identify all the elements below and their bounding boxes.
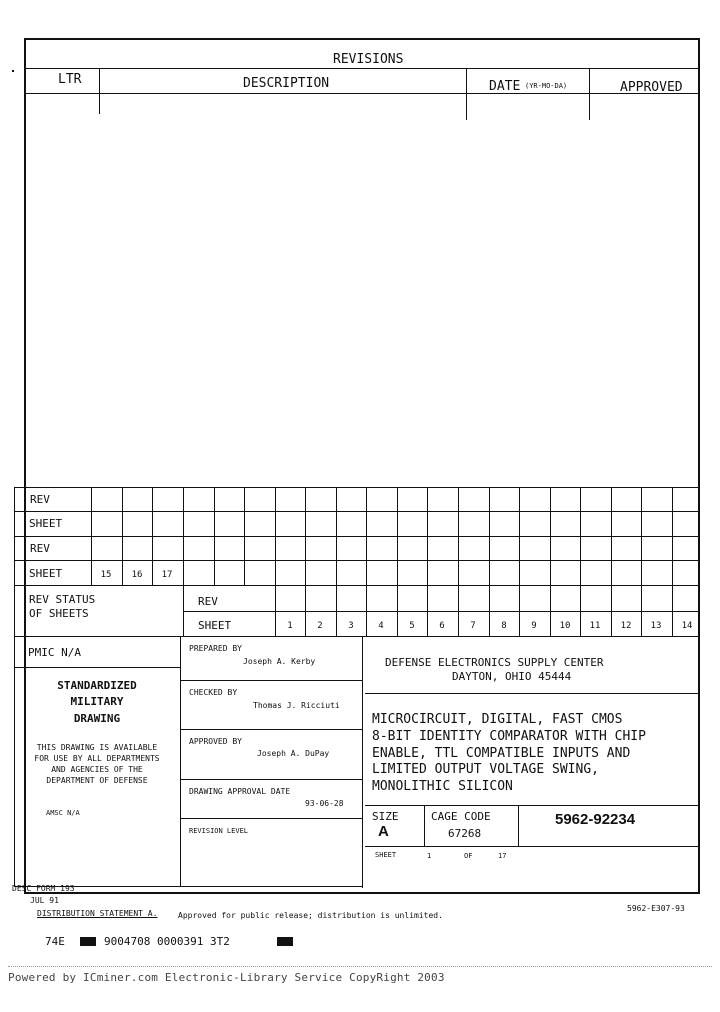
of-value: 17	[498, 852, 507, 860]
sheet-number: 1	[287, 621, 293, 631]
title-line-1: MICROCIRCUIT, DIGITAL, FAST CMOS	[372, 712, 623, 727]
rule	[14, 585, 698, 586]
rule	[24, 93, 698, 94]
doc-code: 5962-E307-93	[627, 904, 685, 913]
col-approved: APPROVED	[620, 80, 683, 95]
sheet-number: 6	[439, 621, 445, 631]
title-line-5: MONOLITHIC SILICON	[372, 779, 513, 794]
rule	[580, 487, 581, 637]
prepared-name: Joseph A. Kerby	[243, 657, 316, 666]
rule	[99, 68, 100, 114]
rule	[611, 487, 612, 637]
agency-line-1: DEFENSE ELECTRONICS SUPPLY CENTER	[385, 656, 604, 669]
title-line-4: LIMITED OUTPUT VOLTAGE SWING,	[372, 762, 599, 777]
title-line-3: ENABLE, TTL COMPATIBLE INPUTS AND	[372, 746, 631, 761]
upper-sheet-number: 17	[161, 570, 173, 580]
rule	[641, 487, 642, 637]
rule	[672, 487, 673, 637]
rule	[550, 487, 551, 637]
sheet-number: 12	[620, 621, 632, 631]
col-ltr: LTR	[58, 72, 82, 87]
rule	[362, 636, 363, 888]
rule	[427, 487, 428, 637]
size-value: A	[378, 823, 389, 840]
rule	[180, 636, 181, 886]
std-line-2: MILITARY	[70, 695, 124, 708]
rule	[180, 818, 362, 819]
drawing-number: 5962-92234	[555, 811, 636, 828]
barcode-digits: 9004708 0000391 3T2	[104, 935, 230, 948]
powered-by: Powered by ICminer.com Electronic-Library Service CopyRight 2003	[8, 971, 445, 984]
pmic-label: PMIC N/A	[28, 646, 81, 659]
sheet-label: SHEET	[375, 851, 397, 859]
rule	[180, 779, 362, 780]
rev-label-3: REV	[198, 595, 218, 608]
rule	[424, 805, 425, 846]
rule	[336, 487, 337, 637]
approval-date: 93-06-28	[305, 799, 344, 808]
rev-label-2: REV	[30, 542, 50, 555]
of-sheets-label: OF SHEETS	[29, 607, 89, 620]
rule	[244, 487, 245, 585]
sheet-value: 1	[427, 852, 432, 860]
sheet-label-2: SHEET	[29, 567, 63, 580]
rule	[397, 487, 398, 637]
rule	[365, 846, 698, 847]
rule	[180, 680, 362, 681]
scan-artifact-line	[8, 966, 712, 967]
rule	[489, 487, 490, 637]
rule	[180, 729, 362, 730]
sheet-label-1: SHEET	[29, 517, 63, 530]
sheet-number: 7	[470, 621, 476, 631]
rule	[183, 611, 698, 612]
revisions-title: REVISIONS	[333, 52, 404, 67]
approved-name: Joseph A. DuPay	[257, 749, 330, 758]
rule	[458, 487, 459, 637]
distribution-label: DISTRIBUTION STATEMENT A.	[37, 909, 158, 918]
rev-label-1: REV	[30, 493, 50, 506]
approval-date-label: DRAWING APPROVAL DATE	[189, 787, 291, 796]
rule	[14, 667, 180, 668]
of-label: OF	[464, 852, 473, 860]
checked-label: CHECKED BY	[189, 688, 238, 697]
rule	[14, 636, 698, 637]
sheet-number: 5	[409, 621, 415, 631]
rule	[14, 487, 698, 488]
size-label: SIZE	[372, 810, 399, 823]
cage-label: CAGE CODE	[431, 810, 491, 823]
checked-name: Thomas J. Ricciuti	[253, 701, 340, 710]
sheet-number: 14	[681, 621, 693, 631]
rev-status-label: REV STATUS	[29, 593, 96, 606]
barcode-block	[277, 937, 293, 946]
revision-level-label: REVISION LEVEL	[189, 827, 249, 835]
avail-line-2: FOR USE BY ALL DEPARTMENTS	[34, 754, 160, 763]
rule	[366, 487, 367, 637]
prepared-label: PREPARED BY	[189, 644, 242, 653]
rule	[183, 487, 184, 637]
rule	[14, 560, 698, 561]
avail-line-3: AND AGENCIES OF THE	[51, 765, 143, 774]
rule	[24, 68, 698, 69]
rule	[466, 68, 467, 120]
rule	[519, 487, 520, 637]
std-line-1: STANDARDIZED	[57, 679, 137, 692]
agency-line-2: DAYTON, OHIO 45444	[452, 670, 572, 683]
sheet-label-3: SHEET	[198, 619, 232, 632]
sheet-number: 10	[559, 621, 571, 631]
rule	[214, 487, 215, 585]
margin-tick	[12, 70, 14, 72]
form-number: DESC FORM 193	[12, 884, 75, 893]
rule	[14, 536, 698, 537]
sheet-number: 13	[650, 621, 662, 631]
sheet-number: 8	[501, 621, 507, 631]
rule	[365, 805, 698, 806]
upper-sheet-number: 16	[131, 570, 143, 580]
sheet-number: 11	[589, 621, 601, 631]
std-line-3: DRAWING	[73, 712, 121, 725]
rule	[14, 511, 698, 512]
rule	[275, 487, 276, 637]
sheet-number: 9	[531, 621, 537, 631]
rule	[365, 693, 698, 694]
barcode-block	[80, 937, 96, 946]
upper-sheet-number: 15	[100, 570, 112, 580]
title-line-2: 8-BIT IDENTITY COMPARATOR WITH CHIP	[372, 729, 646, 744]
sheet-number: 2	[317, 621, 323, 631]
col-date: DATE	[489, 79, 521, 94]
rule	[518, 805, 519, 846]
avail-line-4: DEPARTMENT OF DEFENSE	[46, 776, 148, 785]
barcode-prefix: 74E	[45, 935, 65, 948]
sheet-number: 4	[378, 621, 384, 631]
col-description: DESCRIPTION	[243, 76, 330, 91]
amsc-label: AMSC N/A	[46, 809, 80, 817]
rule	[589, 68, 590, 120]
col-date-format: (YR-MO-DA)	[525, 82, 568, 90]
avail-line-1: THIS DRAWING IS AVAILABLE	[36, 743, 158, 752]
sheet-number: 3	[348, 621, 354, 631]
form-date: JUL 91	[30, 896, 59, 905]
cage-value: 67268	[448, 827, 482, 840]
approved-label: APPROVED BY	[189, 737, 242, 746]
distribution-text: Approved for public release; distribution is unlimited.	[178, 911, 443, 920]
rule	[305, 487, 306, 637]
